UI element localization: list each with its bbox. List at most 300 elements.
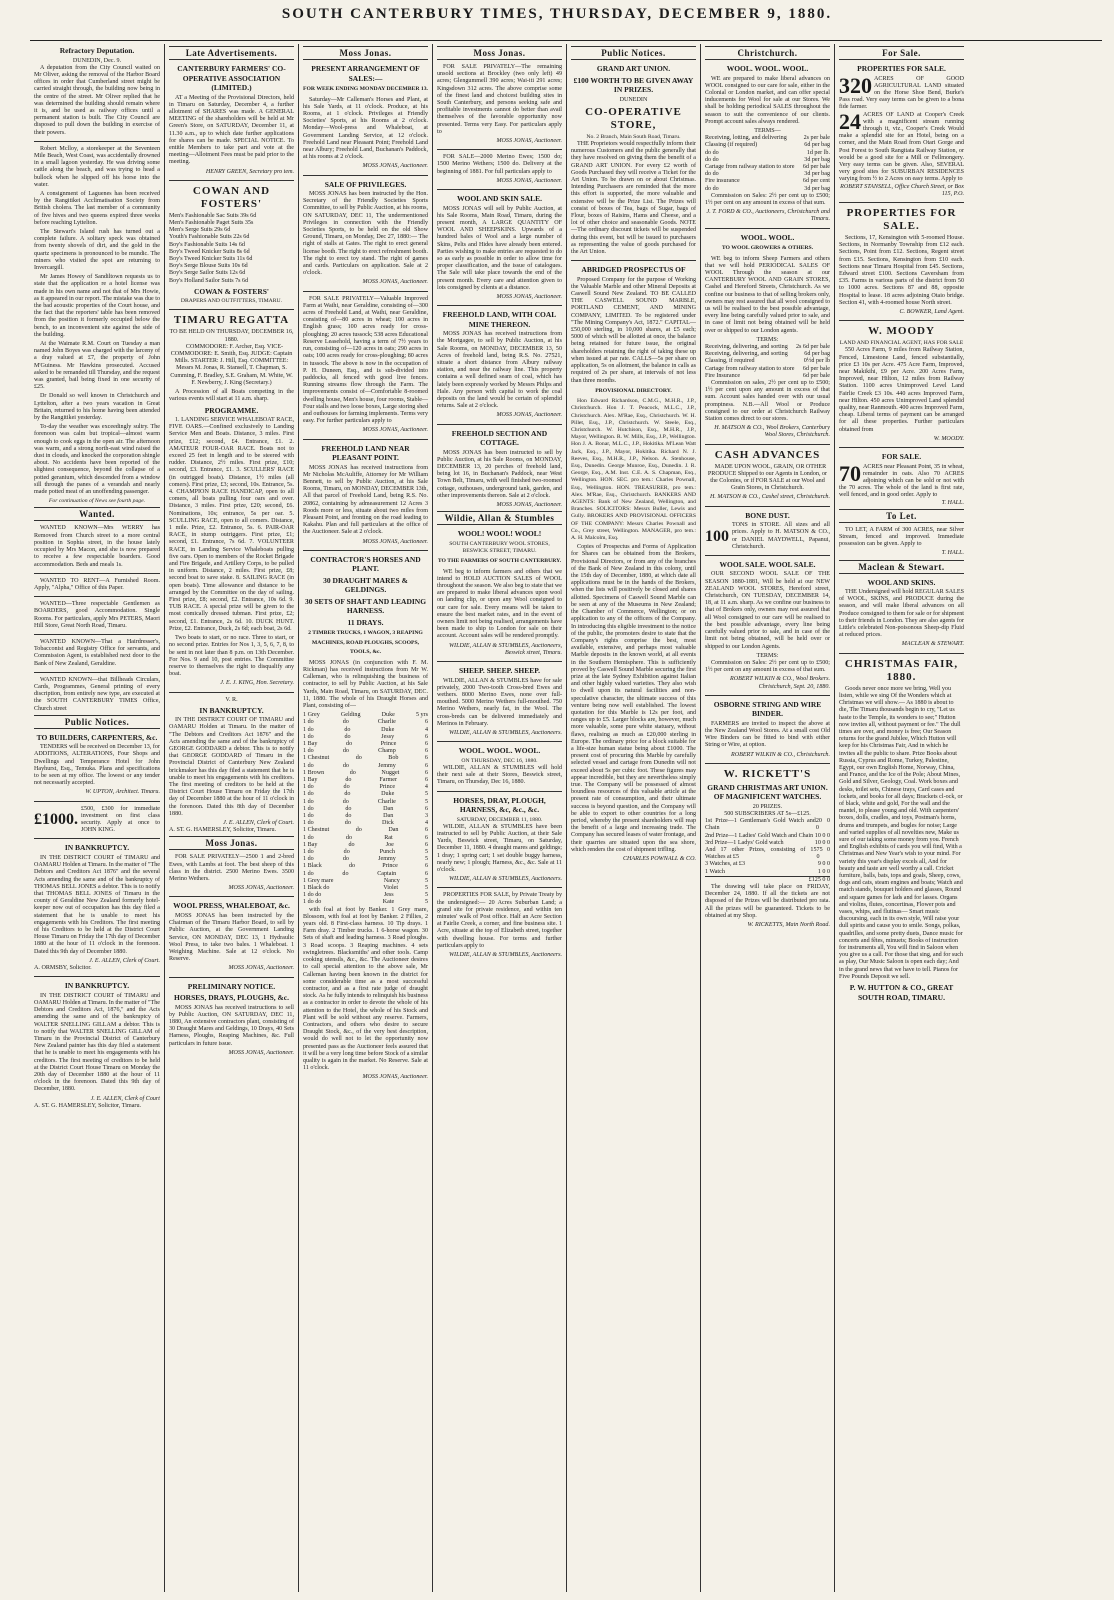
ad-body: MOSS JONAS has received instructions from the Mortgagee, to sell by Public Auction, at his Sale Rooms, on MONDAY, DECEMBER 13, 50 Acres of freehold land, being R.S. No. 27521, situate a short distance from Albury railway station, and near the railway line. This property contains a well defined seam of coal, which has lately been expressly worked by Messrs Philps and Hale. Any person with capital to work the coal deposits on the land would be certain of splendid returns. Sale at 2 o'clock.	[437, 331, 562, 410]
horse-row	[303, 835, 428, 842]
ad-body: Sections, 17, Kensington with 5-roomed House. Sections, in Normanby Township from £12 each. Sections, Point from £12. Sections, Regent street from £15. Sections, Kensington from £10 each. Sections near Timaru Hospital from £45. Sections, Edward street £100. Sections Caversham from £35. Farms in various parts of the district from 50 to 1000 acres. Sections 87 and 88, opposite Hospital to lease. 18 acres adjoining Otaio bridge. Section 41, with 4-roomed house North street.	[839, 234, 964, 306]
ad-title-large: CHRISTMAS FAIR, 1880.	[844, 657, 959, 683]
horse-cell: 1 do	[303, 856, 314, 863]
ad-body: FOR SALE PRIVATELY—Valuable Improved Farm at Waihi, near Geraldine, consisting of—300 acres of Freehold Land, at Waihi, near Geraldine, consisting of—80 acres in wheat; 100 acres in English grass; 100 acres ready for cross-ploughing; 20 acres tussock; 538 acres Educational Reserve Leasehold, having a term of 7½ years to run, consisting of—120 acres in oats; 290 acres in oats; 100 acres ready for cross-ploughing; 80 acres in tussock. The above is now in the occupation of P. H. Duneen, Esq., and is sub-divided into paddocks, all fenced with good live fences. Running streams flow through the Farm. The improvements consist of—Comfortable 8-roomed dwelling house, Men's house, four rooms, Stable—Four stalls and two loose boxes, Large storing shed and outhouses for farming implements. Terms very easy. For further particulars apply to	[303, 295, 428, 425]
ad-title: WOOL SALE. WOOL SALE.	[719, 559, 816, 569]
ad-subtitle: 30 SETS OF SHAFT AND LEADING HARNESS.	[304, 596, 427, 616]
ad-title: WOOL AND SKINS.	[867, 577, 936, 587]
ad-body: MOSS JONAS (in conjunction with F. M. Rickman) has received instructions from Mr W. Calleman, who is relinquishing the business of contractor, to sell by Public Auction, at his Sale Yards, Main Road, Timaru, on SATURDAY, DEC. 11, 1880. The whole of his Draught Horses and Plant, consisting of—	[303, 659, 428, 709]
section-heading-public-notices: Public Notices.	[34, 715, 160, 729]
ad-title: OSBORNE STRING AND WIRE BINDER.	[713, 699, 822, 719]
horse-cell: 5	[424, 892, 428, 899]
divider	[839, 653, 964, 654]
notice-solicitor: A. ST. G. HAMERSLEY, Solicitor, Timaru.	[34, 1102, 142, 1109]
ad-subtitle: SOUTH CANTERBURY WOOL STORES, BESWICK STREET, TIMARU.	[449, 540, 550, 554]
prize-row-cell: 1st Prize—1 Gentleman's Gold Watch and Chain	[705, 818, 816, 832]
ad-title: WOOL! WOOL! WOOL!	[457, 529, 542, 539]
price-list-item: Men's Fashionable Sac Suits 39s 6d	[169, 212, 257, 219]
ad-subtitle: DUNEDIN	[619, 96, 648, 103]
money-body: £500, £300 for immediate investment on first class security. Apply at once to JOHN KING.	[81, 805, 160, 834]
ad-signature: MOSS JONAS, Auctioneer.	[228, 965, 294, 972]
horse-cell: do	[344, 820, 351, 827]
horse-cell: 1 do	[303, 748, 314, 755]
ad-signature: WILDIE, ALLAN & STUMBLES, Auctioneers.	[448, 876, 562, 883]
ad-title-large: COWAN AND FOSTERS'	[192, 184, 271, 210]
ad-signature: WILDIE, ALLAN & STUMBLES, Auctioneers.	[448, 951, 562, 958]
divider	[303, 291, 428, 292]
masthead-rule	[30, 40, 1102, 41]
notice-solicitor: A. ST. G. HAMERSLEY, Solicitor, Timaru.	[169, 827, 277, 834]
prize-row	[705, 818, 830, 832]
horse-cell: do	[342, 719, 349, 726]
ad-subtitle: FOR WEEK ENDING MONDAY DECEMBER 13.	[303, 86, 428, 92]
horse-row	[303, 885, 428, 892]
horse-cell: 1 do	[303, 834, 314, 841]
horse-row	[303, 734, 428, 741]
horse-cell: do	[344, 733, 351, 740]
rate-row-cell: 3d per bag	[804, 171, 830, 178]
ad-body: THE Undersigned will hold REGULAR SALES of WOOL, SKINS, and PRODUCE during the season, and will make liberal advances on all Produce consigned to them for sale or for shipment to their friends in London. They are also agents for Little's celebrated Non-poisonous Sheep-dip Fluid at reduced prices.	[839, 589, 964, 639]
horse-cell: 1 do	[303, 762, 314, 769]
masthead: SOUTH CANTERBURY TIMES, THURSDAY, DECEMBER 9, 1880.	[281, 6, 833, 22]
rate-row-cell: do do	[705, 156, 719, 163]
ad-title: WOOL. WOOL. WOOL.	[726, 64, 809, 73]
rate-row-cell: 1d per lb.	[806, 149, 830, 156]
divider	[437, 149, 562, 150]
horse-cell: 6	[424, 762, 428, 769]
divider	[839, 447, 964, 448]
divider	[705, 555, 830, 556]
ad-signature: CHARLES POWNALL & CO.	[622, 856, 696, 862]
ad-body: FOR SALE—2000 Merino Ewes; 1500 do; 1500 Merino Wethers; 1500 do. Delivery at the beginning of 1881. For full particulars apply to	[437, 154, 562, 175]
horse-row	[303, 727, 428, 734]
ad-subtitle: 2 TIMBER TRUCKS, 1 WAGON, 3 REAPING MACHINES, ROAD PLOUGHS, SCOOPS, TOOLS, &c.	[308, 630, 423, 656]
horse-row	[303, 763, 428, 770]
ad-signature: T. HALL.	[941, 550, 964, 557]
rate-row	[705, 150, 830, 157]
ad-body: WE beg to inform farmers and others that we intend to HOLD AUCTION SALES of WOOL throughout the season. We also beg to state that we are prepared to make liberal advances upon wool on landing clip, or upon any Wool consigned to our care for sale. Every means will be taken to ensure the best market rates, and in the event of owners limit not being realised, arrangements have been made to ship to London for sale on their account. Account sales will be rendered promptly.	[437, 568, 562, 640]
classified-ad: WANTED TO RENT—A Furnished Room. Apply, "Alpha," Office of this Paper.	[34, 577, 160, 591]
horse-cell: 1 do	[303, 733, 314, 740]
ad-body: MOSS JONAS has received instructions from Mr Nicholas McAuliffe, Attorney for Mr William Bennett, to sell by Public Auction, at his Sale Rooms, Timaru, on MONDAY, DECEMBER 13th, All that parcel of Freehold Land, being R.S. No. 20862, containing by admeasurement 12 Acres 3 Roods more or less, situate about two miles from Pleasant Point, and fronting on the road leading to Kakahu. Plan and full particulars at the office of the Auctioneer. Sale at 2 o'clock.	[303, 464, 428, 536]
horse-row	[303, 748, 428, 755]
ad-address: No. 2 Branch, Main South Road, Timaru.	[586, 133, 681, 140]
horse-cell: do	[343, 784, 350, 791]
prize-row	[705, 833, 830, 840]
ad-signature: MACLEAN & STEWART.	[901, 641, 964, 648]
horse-cell: 1 do	[303, 784, 314, 791]
divider	[437, 661, 562, 662]
money-amount: £1000.	[34, 811, 78, 829]
ad-body: MOSS JONAS has received instructions to sell by Public Auction, ON SATURDAY, DEC 11, 1880, An extensive contractors plant, consisting of 30 Draught Mares and Geldings, 10 Drays, 40 Sets Harness, Ploughs, Reaping Machines, &c. Full particulars in future issue.	[169, 1004, 294, 1047]
ad-subtitle: PROVISIONAL DIRECTORY.	[595, 387, 672, 394]
horse-cell: 6	[424, 769, 428, 776]
horse-cell: Jemmy	[378, 856, 396, 863]
ad-body: Commission on Sales: 2½ per cent up to £500; 1½ per cent on any amount in excess of that sum.	[705, 192, 830, 206]
column-3	[298, 44, 432, 1592]
dateline: DUNEDIN, Dec. 9.	[72, 57, 122, 64]
notice-body: TENDERS will be received on December 13, for ADDITIONS, ALTERATIONS, Four Shops and Dwellings and Temperance Hotel for John Hayhurst, Esq., Temuka. Plans and specifications to be seen at my office. The lowest or any tender not necessarily accepted.	[34, 744, 160, 787]
ad-body: MOSS JONAS has been instructed by the Chairman of the Timaru Harbor Board, to sell by Public Auction, at the Government Landing Service, ON MONDAY, DEC 13, 1 Hydraulic Wool Press, to take two bales. 1 Whaleboat. 1 Weighing Machine. Sale at 12 o'clock. No Reserve.	[169, 912, 294, 963]
rate-row	[705, 178, 830, 185]
divider	[437, 305, 562, 306]
horse-cell: do	[342, 748, 349, 755]
rate-row-cell: 2s per bale	[803, 135, 830, 142]
ad-title-large: CO-OPERATIVE STORE,	[585, 105, 682, 131]
notice-solicitor: A. ORMSBY, Solicitor.	[34, 965, 92, 972]
ad-title: CONTRACTOR'S HORSES AND PLANT.	[310, 554, 421, 574]
rate-row	[705, 344, 830, 351]
divider	[34, 634, 160, 635]
ad-subtitle: ON THURSDAY, DEC 16, 1880.	[461, 757, 538, 764]
horse-cell: Prince	[379, 784, 396, 791]
horse-cell: Farmer	[379, 777, 397, 784]
horse-cell: do	[342, 870, 349, 877]
divider	[34, 976, 160, 977]
ad-title: ABRIDGED PROSPECTUS OF	[581, 265, 686, 275]
ad-body: WILDIE, ALLAN & STUMBLES will hold their next sale at their Stores, Beswick street, Timaru, on Thursday, Dec 16, 1880.	[437, 764, 562, 786]
horse-cell: Jess	[383, 892, 394, 899]
horse-cell: 1 do	[303, 813, 314, 820]
ad-signature: MOSS JONAS, Auctioneer.	[496, 502, 562, 509]
horse-cell: Duke	[381, 726, 395, 733]
big-number: 100	[705, 527, 729, 545]
ad-title: CANTERBURY FARMERS' CO-OPERATIVE ASSOCIATION (LIMITED.)	[177, 64, 286, 92]
horse-cell: 1 do	[303, 849, 314, 856]
horse-cell: 1 Grey mare	[303, 877, 334, 884]
divider	[437, 791, 562, 792]
classified-ad: WANTED KNOWN—That a Hairdresser's, Tobacconist and Registry Office for servants, and Commission Agent, is established next door to the Bank of New Zealand, Geraldine.	[34, 638, 160, 667]
horse-cell: do	[344, 791, 351, 798]
price-list-item: Boy's Fashionable Suits 14s 6d	[169, 241, 245, 248]
ad-subtitle: £100 WORTH TO BE GIVEN AWAY IN PRIZES.	[573, 75, 694, 94]
horse-cell: 6	[424, 841, 428, 848]
rate-row-cell: 6d per bag	[804, 142, 830, 149]
horse-cell: 6	[424, 834, 428, 841]
ad-body: OUR SECOND WOOL SALE OF THE SEASON 1880-1881, Will be held at our NEW ZEALAND WOOL STORES, Hereford street, Christchurch, ON TUESDAY, DECEMBER 14, 18, at 11 a.m. sharp. As we confine our business to that of Brokers only, owners may rest assured that all Wool consigned to our care will be realised to the best possible advantage, every line being carefully valued prior to sale, and in case of the limit not being obtained, will be held over or shipped to our London Agents.	[705, 571, 830, 650]
column-7	[834, 44, 968, 1592]
prize-row	[705, 869, 830, 876]
horse-cell: 6	[424, 719, 428, 726]
ad-body: MOSS JONAS will sell by Public Auction, at his Sale Rooms, Main Road, Timaru, during the present month, A LARGE QUANTITY OF WOOL AND SHEEPSKINS. Upwards of a hundred bales of Wool and a large number of Skins, Pelts and Hides have already been entered. Parties wishing to make entries are requested to do so as early as possible in order to allow time for proper classification, and the issue of catalogues. The Sale will take place towards the end of the present month. Every care and attention given to lots consigned by clients at a distance.	[437, 205, 562, 291]
ad-signature: W. RICKETTS, Main North Road.	[747, 921, 830, 928]
price-list-item: Boy's Serge Blouse Suits 10s 6d	[169, 263, 248, 270]
horse-row	[303, 719, 428, 726]
horse-cell: do	[342, 856, 349, 863]
directory-list: Hon Edward Richardson, C.M.G., M.H.R., J.P., Christchurch. Hon J. T. Peacock, M.L.C., J.P., Christchurch. Alex. M'Rae, Esq., Christchurch. W. H. Pillet, Esq., J.P., Christchurch. W. Steele, Esq., Christchurch. W. Hutchison, Esq., M.H.R., J.P., Mayor, Wellington. R. W. Mills, Esq., J.P., Wellington. Hon J. A. Bonar, M.L.C., J.P., Hokitika. M'Lean Watt Jack, Esq., J.P., Mayor, Hokitika. Richard N. J. Reeves, Esq., M.H.R., J.P., Nelson. A. Stenhouse, Esq., Dunedin. George Munroe, Esq., Dunedin. J. R. George, Esq., A.M. Inst. C.E. A. S. Chapman, Esq., Wellington. HON. SEC. pro tem.: Charles Pownall, Esq., Wellington. HON. TREASURER, pro tem.: Alex. M'Rae, Esq., Christchurch. BANKERS AND AGENTS: Bank of New Zealand, Wellington, and Branches. SOLICITORS: Messrs Buller, Lewis and Gully. BROKERS AND PROVISIONAL OFFICERS OF THE COMPANY: Messrs Charles Pownall and Co., Grey street, Wellington. MANAGER, pro tem.: A. H. Malcolm, Esq.	[571, 398, 696, 542]
divider	[437, 741, 562, 742]
rates-table	[705, 135, 830, 193]
ad-title: HORSES, DRAY, PLOUGH, HARNESS, &c, &c., &c.	[453, 795, 546, 815]
horse-cell: Dan	[383, 813, 394, 820]
horse-cell: 6	[424, 733, 428, 740]
regatta-date: TO BE HELD ON THURSDAY, DECEMBER 16, 1880.	[169, 329, 294, 343]
ad-signature: C. BOWKER, Land Agent.	[899, 308, 964, 315]
horse-row	[303, 770, 428, 777]
ad-signature: H. MATSON & CO., Cashel street, Christchurch.	[709, 494, 830, 501]
horse-cell: Dan	[383, 805, 394, 812]
horse-cell: do	[344, 726, 351, 733]
horse-cell: Dan	[388, 827, 399, 834]
horse-cell: 5	[424, 856, 428, 863]
horse-cell: 1 Grey	[303, 712, 320, 719]
section-heading-public-notices: Public Notices.	[571, 46, 696, 60]
horse-cell: 5	[424, 877, 428, 884]
horse-cell: 5 yrs	[415, 712, 428, 719]
rate-row-cell: Fire Insurance	[705, 372, 741, 379]
ad-title: PRESENT ARRANGEMENT OF SALES:—	[311, 64, 420, 83]
rate-row	[705, 373, 830, 380]
big-number: 70	[839, 460, 861, 486]
ad-body: MADE UPON WOOL, GRAIN, OR OTHER PRODUCE Shipped to our Agents in London, or the Colonies, or if FOR SALE at our Wool and Grain Stores, in Christchurch.	[707, 463, 828, 492]
horse-cell: 1 do	[303, 726, 314, 733]
ad-body: PROPERTIES FOR SALE, by Private Treaty by the undersigned:— 20 Acres Suburban Land; a grand site for private residence, and within ten minutes' walk of Post office. Half an Acre Section at Fairlie Creek, a corner, and fine business site. 1 Acre, situate at the top of Elizabeth street, together with dwelling house. For terms and further particulars apply to	[437, 892, 562, 949]
rate-row-cell: Classing, if required	[705, 358, 755, 365]
ad-signature: T. HALL.	[941, 499, 964, 506]
rate-row-cell: Classing (if required)	[705, 142, 758, 149]
column-4	[432, 44, 566, 1592]
news-item: Dr Donald so well known in Christchurch and Lyttelton, after a two years vacation in Great Britain, returned to his home having been attended by the Rangitikei yesterday.	[34, 393, 160, 422]
regatta-notes: Two boats to start, or no race. Three to start, or no second prize. Entries for Nos 1, 3, 5, 6, 7, 8, to be sent in not later than 8 p.m. on 13th December. For Nos. 9 and 10, post entries. The Committee reserve to themselves the right to disqualify any boat.	[169, 635, 294, 678]
horse-row	[303, 712, 428, 719]
ad-body: WILDIE, ALLAN & STUMBLES have for sale privately, 2000 Two-tooth Cross-bred Ewes and wethers. 8000 Merino Ewes, none over full-mouthed. 5000 Merino Wethers full-mouthed. 750 Merino Wethers, nearly fat, in the Wool. The cross-breds can be delivered immediately and Merinos in February.	[437, 677, 562, 727]
divider	[437, 189, 562, 190]
notice-title: IN BANKRUPTCY.	[64, 981, 130, 991]
horse-cell: Punch	[379, 849, 395, 856]
horse-row	[303, 856, 428, 863]
ad-signature: J. T. FORD & CO., Auctioneers, Christchurch and Timaru.	[706, 209, 830, 223]
horse-row	[303, 827, 428, 834]
regatta-officers: COMMODORE: F. Archer, Esq. VICE-COMMODORE: E. Smith, Esq. JUDGE: Captain Mills. STARTER: J. Hill, Esq. COMMITTEE: Messrs M. Jonas, R. Stansell, T. Chapman, S. Cumming, F. Bradley, S.E. Graham, M. White, W. F. Newberry, J. King (Secretary.)	[170, 343, 293, 386]
ad-body: WE are prepared to make liberal advances on WOOL consigned to our care for sale, either in the Colonial or London market, and can offer special inducements for Wool for sale at our Stores. We shall be holding periodical SALES throughout the season to suit the convenience of our clients. Prompt account sales always rendered.	[705, 75, 830, 125]
divider	[437, 887, 562, 888]
prize-row-cell: 10 0 0	[814, 839, 830, 846]
horse-cell: do	[345, 813, 352, 820]
horse-cell: Nugget	[381, 769, 400, 776]
horse-cell: 1 do	[303, 791, 314, 798]
news-item: Robert Mclloy, a storekeeper at the Seventeen Mile Beach, West Coast, was accidentally drowned in a small lagoon yesterday. He was driving some cattle along the beach, and was trying to head a bullock when he slipped off his horse into the water.	[34, 145, 160, 188]
ad-signature: MOSS JONAS, Auctioneer.	[362, 1074, 428, 1081]
ad-title: FREEHOLD SECTION AND COTTAGE.	[451, 428, 548, 448]
price-list-item: Boy's Tweed Knicker Suits 8s 6d	[169, 248, 250, 255]
rate-row-cell: 2s 6d per bale	[795, 344, 830, 350]
column-6	[700, 44, 834, 1592]
section-heading-maclean-stewart: Maclean & Stewart.	[839, 560, 964, 574]
horse-cell: Violet	[383, 885, 399, 892]
ad-title: WOOL. WOOL. WOOL.	[458, 746, 541, 756]
ad-body: FARMERS are invited to inspect the above at the New Zealand Wool Stores. At a small cost Old Wire Binders can be fitted to bind with either String or Wire, at option.	[705, 720, 830, 749]
horse-cell: 1 Chestnut	[303, 827, 330, 834]
price-list-item: Boy's Tweed Knicker Suits 11s 6d	[169, 255, 253, 262]
ad-signature: H. MATSON & CO., Wool Brokers, Canterbury Wool Stores, Christchurch.	[714, 425, 830, 439]
horse-cell: do	[345, 805, 352, 812]
divider	[705, 228, 830, 229]
horse-cell: 5	[424, 791, 428, 798]
horse-cell: 1 Bay	[303, 841, 318, 848]
rate-row-cell: do do	[705, 149, 719, 156]
rate-row-cell: Receiving, lotting, and delivering	[705, 135, 787, 142]
divider	[839, 320, 964, 321]
ad-signature: WILDIE, ALLAN & STUMBLES, Auctioneers.	[448, 730, 562, 737]
ad-signature: MOSS JONAS, Auctioneer.	[362, 427, 428, 434]
horse-cell: 1 do do	[303, 899, 322, 906]
price-list	[169, 213, 294, 285]
classified-ad: WANTED KNOWN—Mrs WERRY has Removed from Church street to a more central position in Sophia street, in the house lately occupied by Mrs Macon, and she is now prepared to receive a few respectable boarders. Good accommodation. Beds and meals 1s.	[34, 525, 160, 568]
prize-row-cell: 3rd Prize—1 Ladys' Gold watch	[705, 839, 784, 846]
news-item: The Stewart's Island rush has turned out a complete failure. A solitary speck was obtained from twenty shovels of dirt, and the gold in the quartz specimens is pronounced to be mundic. The miners who visited the spot are returning to Invercargill.	[34, 228, 160, 271]
horse-cell: 1 do	[303, 820, 314, 827]
ad-subtitle: 11 DRAYS.	[347, 617, 384, 627]
horse-cell: 1 Chestnut	[303, 755, 330, 762]
rates-table	[705, 344, 830, 380]
column-5	[566, 44, 700, 1592]
rate-row-cell: 6d per bale	[802, 372, 830, 379]
section-heading-moss-jonas: Moss Jonas.	[169, 836, 294, 850]
divider	[571, 260, 696, 261]
terms-heading: TERMS:	[756, 652, 779, 659]
regatta-intro: A Procession of all Boats competing in the various events will start at 11 a.m. sharp.	[169, 389, 294, 403]
horse-cell: do	[342, 762, 349, 769]
horse-row	[303, 799, 428, 806]
ad-body: WILDIE, ALLAN & STUMBLES have been instructed to sell by Public Auction, at their Sale Yards, Beswick street, Timaru, on Saturday, December 11, 1880. 4 draught mares and geldings; 1 dray; 1 spring cart; 1 set double buggy harness, nearly new; 1 plough; Harness, &c., &c. Sale at 11 o'clock.	[437, 823, 562, 873]
rate-row	[705, 366, 830, 373]
ad-body: MOSS JONAS has been instructed to sell by Public Auction, at his Sale Rooms, on MONDAY, DECEMBER 13, 20 perches of freehold land, being lot 16, in Buchanan's Paddock, near West Town Belt, Timaru, with well finished two-roomed cottage, outhouses, underground tank, garden, and other improvements thereon. Sale at 2 o'clock.	[437, 449, 562, 499]
rate-row-cell: 6d per bale	[802, 365, 830, 372]
ad-body: FOR SALE PRIVATELY—The remaining unsold sections at Brockley (two only left) 49 acres; Glengummell 390 acres; Wai-iti 291 acres; Kingsdown 312 acres. The above comprise some of the finest land and choicest building sites in South Canterbury, and persons seeking safe and profitable investments cannot do better than avail themselves of the favorable opportunity now presented. Terms very Easy. For particulars apply to	[437, 64, 562, 135]
ad-signature: ROBERT WILKIN & CO., Christchurch.	[730, 751, 830, 758]
ad-body: ACRES OF LAND at Cooper's Creek with a magnificent stream running through it, viz., Cooper's Creek Would make a splendid site for an Hotel, being on a corner, and the Main Road from Otari Gorge and Post Forest to South Rangitata Railway Station, or would be a good site for a Mill or Fellmongery. Very easy terms can be given. Also, SEVERAL very good sites for SUBURBAN RESIDENCES varying from ½ to 2 Acres on easy terms. Apply to	[839, 111, 964, 183]
ad-subtitle: HORSES, DRAYS, PLOUGHS, &c.	[174, 993, 289, 1003]
rate-row	[705, 157, 830, 164]
ad-signature: MOSS JONAS, Auctioneer.	[362, 538, 428, 545]
horse-cell: do	[348, 841, 355, 848]
horse-cell: 1 do	[303, 798, 314, 805]
column-2	[164, 44, 298, 1592]
horse-cell: Dick	[381, 820, 394, 827]
prize-row-cell: And 17 other Prizes, consisting of 15 Watches at £5	[705, 846, 817, 861]
ad-title-large: PROPERTIES FOR SALE.	[846, 206, 957, 232]
ad-footer: COWAN & FOSTERS'	[193, 286, 269, 296]
classified-ad: WANTED KNOWN—that Billheads Circulars, Cards, Programmes, General printing of every discription, from entirely new type, are executed at the SOUTH CANTERBURY TIMES Office, Church street	[34, 676, 160, 712]
rate-row-cell: 3d per bag	[804, 156, 830, 163]
horse-row	[303, 863, 428, 870]
horse-row	[303, 755, 428, 762]
rate-row-cell: 3d per bag	[804, 185, 830, 192]
section-heading-for-sale: For Sale.	[839, 46, 964, 60]
prize-row-cell: 1 0 0	[817, 868, 830, 875]
divider	[303, 175, 428, 176]
divider	[34, 672, 160, 673]
horse-cell: 5	[424, 798, 428, 805]
divider	[169, 977, 294, 978]
ad-title-large: CASH ADVANCES	[714, 448, 821, 461]
section-heading-christchurch: Christchurch.	[705, 46, 830, 60]
ad-title-large: W. MOODY	[868, 325, 935, 338]
horse-row	[303, 842, 428, 849]
divider	[303, 550, 428, 551]
ad-title: PRELIMINARY NOTICE.	[187, 981, 276, 991]
ad-subtitle: LAND AND FINANCIAL AGENT, HAS FOR SALE	[839, 340, 964, 347]
divider	[705, 695, 830, 696]
ad-signature: MOSS JONAS, Auctioneer.	[228, 1049, 294, 1056]
ad-signature: WILDIE, ALLAN & STUMBLES, Auctioneers, Beswick street, Timaru.	[448, 642, 562, 656]
ad-subtitle: 20 PRIZES.	[752, 803, 783, 810]
news-item: To-day the weather was exceedingly sultry. The forenoon was calm but tropical—almost warm enough to cook eggs in the open air. The afternoon was warm, and a strong north-east wind raised the dust in clouds, and knocked the corporation shingle about. No accidents have been reported of the slightest consequence, beyond the collapse of a potted geranium, which descended from a window sill through the panes of a verandah and nearly made potted meat of an unoffending passenger.	[34, 424, 160, 496]
ad-subtitle: GRAND CHRISTMAS ART UNION. OF MAGNIFICENT WATCHES.	[707, 782, 828, 802]
horse-cell: Bob	[388, 755, 399, 762]
horse-cell: do	[345, 777, 352, 784]
ad-body: WE beg to inform Sheep Farmers and others that we will hold PERIODICAL SALES OF WOOL Through the season at our CANTERBURY WOOL AND GRAIN STORES, Cashel and Hereford Streets, Christchurch. As we confine our business to that of selling brokers only, owners may rest assured that all wool consigned to us will be realised to the best possible advantage, every line being carefully valued prior to sale, and in case of limit not being obtained will be held over or shipped to our London agents.	[705, 255, 830, 334]
section-heading-moss-jonas: Moss Jonas.	[437, 46, 562, 60]
divider	[34, 596, 160, 597]
horse-cell: Gelding	[340, 712, 361, 719]
ad-signature: W. MOODY.	[933, 435, 964, 442]
prize-row-cell: 2nd Prize—1 Ladies' Gold Watch and Chain	[705, 832, 814, 839]
notice-title: IN BANKRUPTCY.	[199, 705, 264, 715]
continuation-note: For continuation of News see fourth page.	[48, 498, 146, 505]
ad-signature: MOSS JONAS, Auctioneer.	[496, 412, 562, 419]
news-item: A consignment of Laguenes has been received by the Rangitikei Acclimatisation Society from British cholera. The last member of a community of five hives and two queens expired three weeks before reaching Lyttelton.	[34, 190, 160, 226]
horse-row	[303, 784, 428, 791]
terms-heading: TERMS—	[754, 127, 781, 134]
prize-row-cell: 9 0 0	[817, 861, 830, 868]
prize-table	[705, 818, 830, 876]
horse-row	[303, 878, 428, 885]
divider	[34, 573, 160, 574]
ad-title: SALE OF PRIVILEGES.	[324, 179, 407, 189]
notice-signature: J. E. ALLEN, Clerk of Court.	[223, 820, 294, 827]
horse-row	[303, 791, 428, 798]
ad-signature: MOSS JONAS, Auctioneer.	[496, 177, 562, 184]
rate-row	[705, 171, 830, 178]
notice-body: IN THE DISTRICT COURT of TIMARU and OAMARU Holden at Timaru. In the matter of "The Debtors and Creditors Act 1876" and the several Acts amending the same and of the bankruptcy of THOMAS BELL JONES a debtor. This is to notify that THOMAS BELL JONES of Timaru in the county of Geraldine New Zealand formerly hotel-keeper now out of occupation has this day filed a statement that he is unable to meet his engagements with his Creditors. The first meeting of his Creditors to be held at the District Court House Timaru on Friday the 17th day of December 1880 at the hour of 11 o'clock in the forenoon. Dated this 9th day of December 1880.	[34, 854, 160, 955]
horse-cell: 1 do	[303, 719, 314, 726]
price-list-item: Boy's Serge Sailor Suits 12s 6d	[169, 270, 246, 277]
horse-cell: do	[343, 849, 350, 856]
ad-signature: MOSS JONAS, Auctioneer.	[228, 885, 294, 892]
horse-cell: Champ	[378, 748, 396, 755]
horse-cell: Duke	[381, 791, 395, 798]
horse-cell: Joe	[385, 841, 394, 848]
rate-row-cell: Cartage from railway station to store	[705, 163, 795, 170]
ad-body: THE Proprietors would respectfully inform their numerous Customers and the public generally that they have resolved on giving them the benefit of a GRAND ART UNION. For every £2 worth of Goods Purchased they will receive a Ticket for the Art Union. To be drawn on or about Christmas. Intending Purchasers are reminded that the more this effort is supported, the more valuable and extensive will be the Prize List. The Prizes will consist of boxes of Tea, bags of Sugar, bags of Flour, boxes of Raisins, Hams and Cheese, and a lot of other choice and seasonable Goods. NOTE—The ordinary discount tickets will be suspended during this event, but will be issued to purchasers as representing the value of goods purchased for the Art Union.	[571, 140, 696, 255]
prize-row	[705, 847, 830, 861]
poem-body: Goods never once more we bring, Well you listen, while we sing Of the Wonders which at Christmas we will show.— As 1880 is about to die, The Timaru thousands begin to cry, "Let us haste to the Temple, its wonders to see;" Hutton now invites all, without payment or fee." The dull times are over, and money is free; Our Season returns for the grand Jubilee, Which Hutton will keep for his Christmas Fair, And in which he invites all the public to share. Prize Books about Russia, Cyprus and Rome, Turkey, Palestine, Egypt, our own English Home, Norway, China, and France, and the Ice of the Pole; About Mines, Gold and Silver, Geology, Coal. Work boxes and desks, toilet sets, Chinese trays, Card cases and lockets, and books for all days; Brackets cl-ock, or of black, white and gold, For the wall and the mantel, to please young and old. With carpenters' boxes, dolls, cradles, and toys, Postman's horns, drums and trumpets, and bugles for noise; Large and varied supplies of all novelties new, Make us sure of our taking some money from you. French and English exhibits of cards you will find, With a Christmas and New Year's wish to your mind. For variety this year's display excels all, And for beauty and taste are well worthy a call. Cricket furniture, balls, bats, tops and goals, Sheep, cows, dogs and cats, steam engines and boats; Watch and match stands, bouquet holders and glasses, Round and square games for lads and for lasses. Organs and violins, flutes, concertinas, Flower pots and vases, whips, and flutinas— Smart music discoursing, each in its own style, Will raise your dull spirits and cause you to smile. Songs, polkas, quadrilles, and some pretty duets, Dance music for concerts and fêtes, minuets; Books of instruction for instruments all, You will find in Saloon when you give us a call. For those that sing, and for such as play, Our Music Saloon is open each day; And in the grand news that we have to tell. Pianos for Five Pounds Deposit we sell.	[839, 685, 964, 980]
ad-signature: MOSS JONAS, Auctioneer.	[362, 163, 428, 170]
ad-body: AT a Meeting of the Provisional Directors, held in Timaru on Saturday, December 4, a further allotment of SHARES was made. A GENERAL MEETING of the shareholders will be held at Mr Green's Store, on SATURDAY, December 11, at 11.30 a.m., up to which date further applications for shares can be made. SPECIAL NOTICE. To entitle Members to take part and vote at the meeting—Allotment Fees must be paid prior to the meeting.	[169, 94, 294, 166]
price-list-item: Boy's Holland Sailor Suits 7s 6d	[169, 277, 249, 284]
horse-cell: 6	[424, 755, 428, 762]
section-heading-wildie-allan: Wildie, Allan & Stumbles	[437, 511, 562, 525]
divider	[437, 424, 562, 425]
ad-subtitle: 30 DRAUGHT MARES & GELDINGS.	[323, 575, 408, 595]
ad-subtitle: TO THE FARMERS OF SOUTH CANTERBURY.	[437, 558, 562, 565]
horse-cell: Charlie	[377, 798, 396, 805]
section-heading-moss-jonas: Moss Jonas.	[303, 46, 428, 60]
ad-body: TONS in STORE. All sizes and all prices. Apply to H. MATSON & CO., or DANIEL MAYDWELL, Papanui, Christchurch.	[732, 522, 830, 550]
divider	[839, 202, 964, 203]
horse-cell: do	[348, 863, 356, 870]
prize-row-cell: 75 0 0	[816, 846, 830, 861]
ad-title: FREEHOLD LAND NEAR PLEASANT POINT.	[321, 443, 410, 463]
rate-row	[705, 186, 830, 193]
horse-cell: do	[355, 827, 362, 834]
divider	[705, 506, 830, 507]
ad-body: 550 Acres Farm, 9 miles from Railway Station, Fenced, Limestone Land, fenced substantially, price £3 10s per Acre. 475 Acre Farm, Improved, near Makikihi, £9 per Acre. 200 Acres Farm, Improved, near Hilton, 12 miles from Railway Station. 1100 acres Unimproved Level Land Fairlie Creek £3 10s. 440 acres Improved Farm, near Hilton. 450 acres Unimproved Land splendid quality, near Ranmouth. 400 acres Improved Farm, cheap. Liberal terms of payment can be arranged for all these properties. Further particulars obtained from	[839, 347, 964, 433]
horse-cell: 6	[424, 741, 428, 747]
prize-total: £125 0 0	[705, 876, 830, 884]
section-heading-wanted: Wanted.	[34, 507, 160, 521]
